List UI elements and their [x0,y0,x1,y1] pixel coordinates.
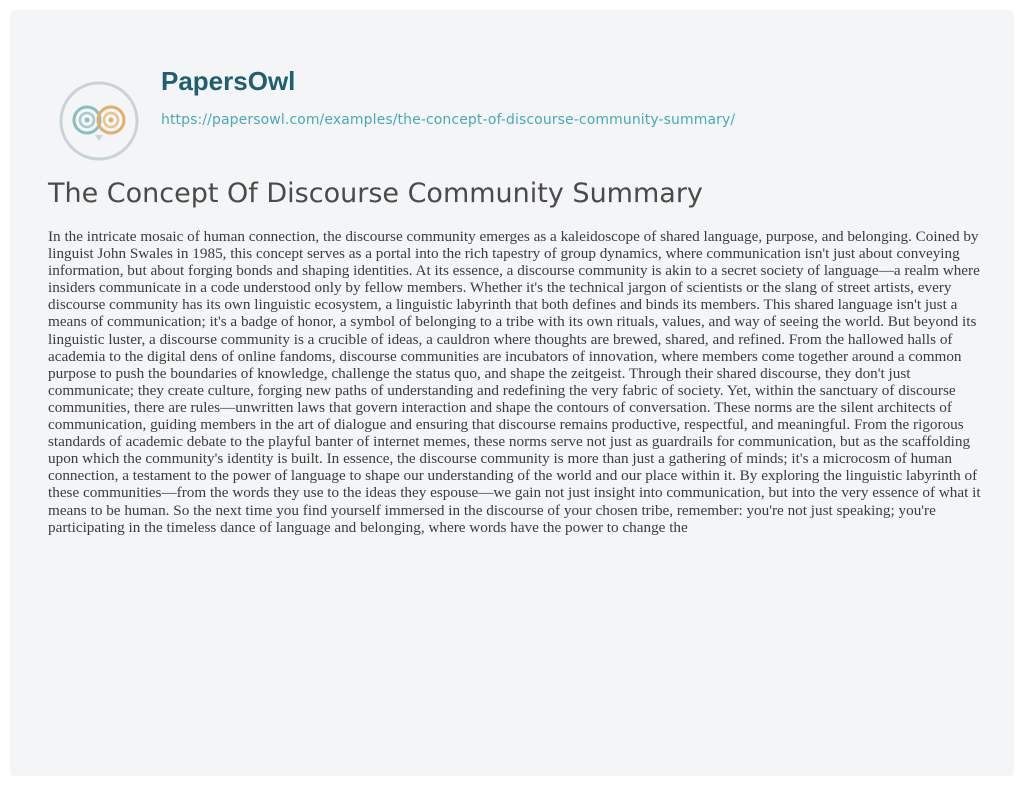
page-title: The Concept Of Discourse Community Summary [48,178,703,209]
owl-logo-icon [58,80,140,162]
source-url-link[interactable]: https://papersowl.com/examples/the-concept-of-discourse-community-summary/ [161,112,736,128]
article-body: In the intricate mosaic of human connection, the discourse community emerges as a kaleidoscope of shared language, purpose, and belonging. Coined by linguist John Swales in 1985, this concept serves as a portal into the rich tapestry of group dynamics, where communication isn't just about conveying information, but about forging bonds and shaping identities. At its essence, a discourse community is akin to a secret society of language—a realm where insiders communicate in a code understood only by fellow members. Whether it's the technical jargon of scientists or the slang of street artists, every discourse community has its own linguistic ecosystem, a linguistic labyrinth that both defines and binds its members. This shared language isn't just a means of communication; it's a badge of honor, a symbol of belonging to a tribe with its own rituals, values, and way of seeing the world. But beyond its linguistic luster, a discourse community is a crucible of ideas, a cauldron where thoughts are brewed, shared, and refined. From the hallowed halls of academia to the digital dens of online fandoms, discourse communities are incubators of innovation, where members come together around a common purpose to push the boundaries of knowledge, challenge the status quo, and shape the zeitgeist. Through their shared discourse, they don't just communicate; they create culture, forging new paths of understanding and redefining the very fabric of society. Yet, within the sanctuary of discourse communities, there are rules—unwritten laws that govern interaction and shape the contours of conversation. These norms are the silent architects of communication, guiding members in the art of dialogue and ensuring that discourse remains productive, respectful, and meaningful. From the rigorous standards of academic debate to the playful banter of internet memes, these norms serve not just as guardrails for communication, but as the scaffolding upon which the community's identity is built. In essence, the discourse community is more than just a gathering of minds; it's a microcosm of human connection, a testament to the power of language to shape our understanding of the world and our place within it. By exploring the linguistic labyrinth of these communities—from the words they use to the ideas they espouse—we gain not just insight into communication, but into the very essence of what it means to be human. So the next time you find yourself immersed in the discourse of your chosen tribe, remember: you're not just speaking; you're participating in the timeless dance of language and belonging, where words have the power to change the [48,228,981,536]
brand-name[interactable]: PapersOwl [161,66,296,96]
document-page [10,10,1014,776]
